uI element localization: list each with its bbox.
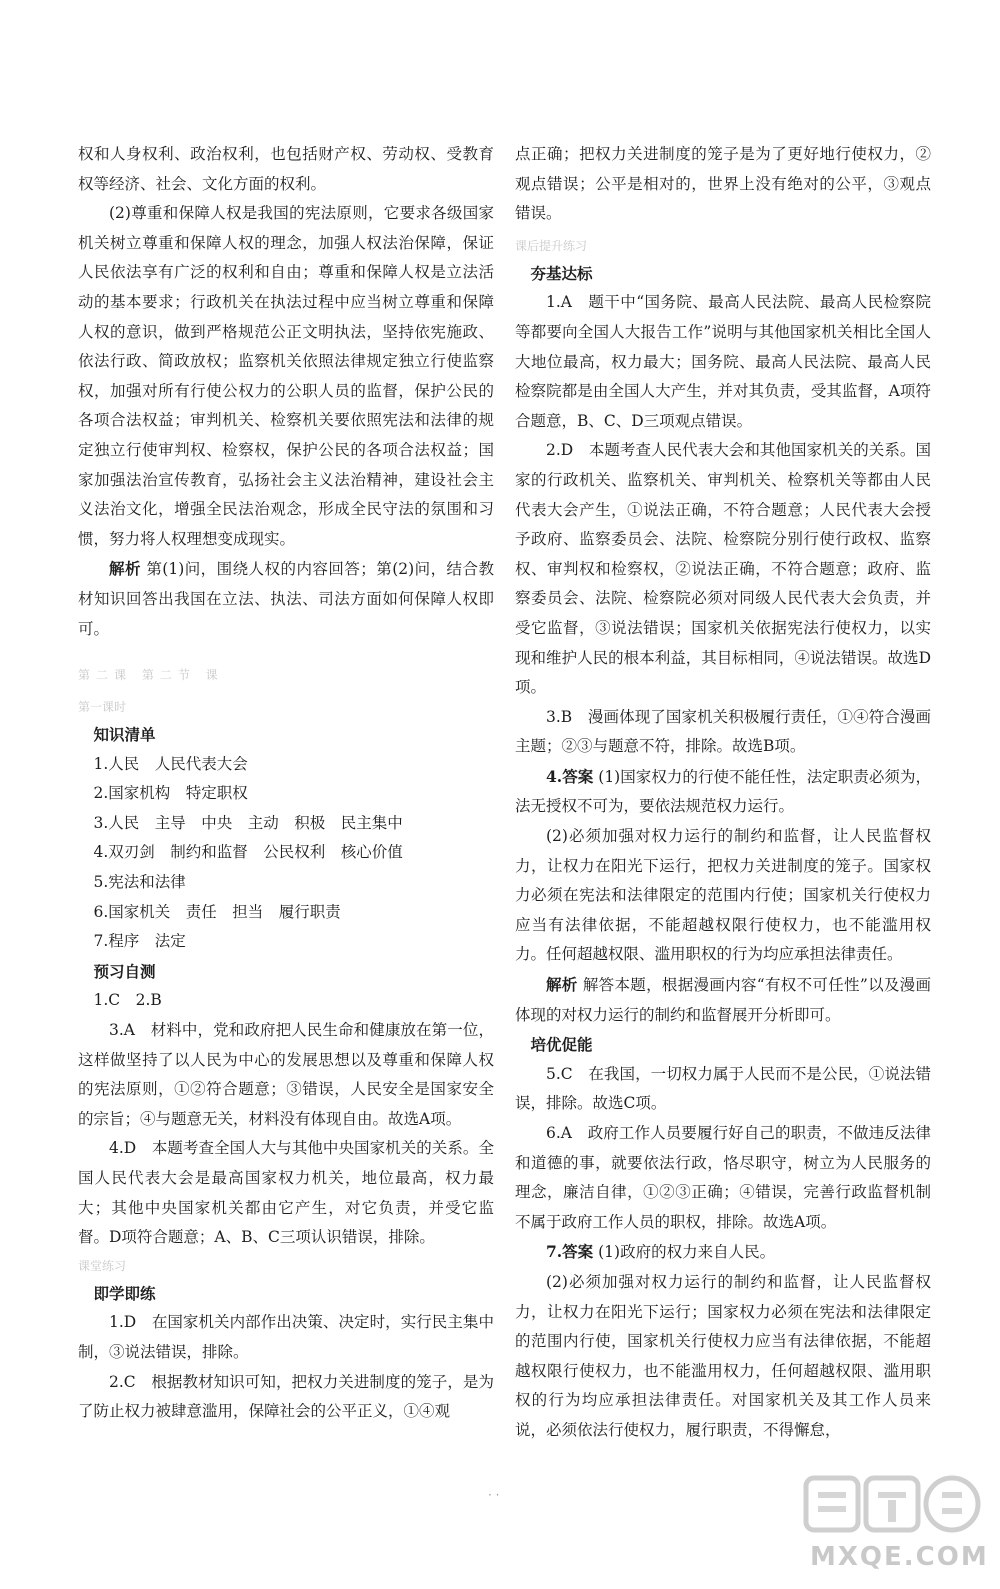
z2-label: 2.C	[109, 1372, 136, 1391]
r3-label: 3.B	[546, 707, 573, 726]
q3-label: 3.A	[109, 1021, 135, 1040]
left-jiexi	[78, 554, 494, 644]
list-item: 5.宪法和法律	[93, 873, 186, 892]
jiexi-label: 解析	[109, 559, 141, 579]
r5-text: 在我国，一切权力属于人民而不是公民，①说法错误，排除。故选C项。	[515, 1064, 931, 1113]
right-column	[515, 140, 931, 1446]
list-item: 6.国家机关 责任 担当 履行职责	[93, 902, 341, 921]
jiexi-text: 第(1)问，围绕人权的内容回答；第(2)问，结合教材知识回答出我国在立法、执法、司法方面如何保障人权即可。	[78, 560, 494, 638]
r6-text: 政府工作人员要履行好自己的职责，不做违反法律和道德的事，就要依法行政，恪尽职守，树立为人民服务的理念，廉洁自律，①②③正确；④错误，完善行政监督机制不属于政府工作人员的职权，排除。故选A项。	[515, 1124, 931, 1231]
answer-r7	[515, 1237, 931, 1268]
z2-text: 根据教材知识可知，把权力关进制度的笼子，是为了防止权力被肆意滥用，保障社会的公平正义，①④观	[78, 1372, 494, 1421]
list-item: 4.双刃剑 制约和监督 公民权利 核心价值	[93, 843, 403, 862]
r7-text: (1)政府的权力来自人民。	[598, 1243, 776, 1262]
page-marks: · ·	[488, 1488, 500, 1502]
list-item: 3.人民 主导 中央 主动 积极 民主集中	[93, 813, 403, 832]
answer-r4	[515, 762, 931, 822]
left-paragraph-1: 权和人身权利、政治权利，也包括财产权、劳动权、受教育权等经济、社会、文化方面的权利。	[78, 145, 494, 193]
answer-r3	[515, 703, 931, 762]
q3-text: 材料中，党和政府把人民生命和健康放在第一位，这样做坚持了以人民为中心的发展思想以及尊重和保障人权的宪法原则，①②符合题意；③错误，人民安全是国家安全的宗旨；④与题意无关，材料没有体现自由。故选A项。	[78, 1021, 494, 1128]
list-item: 1.人民 人民代表大会	[93, 754, 248, 773]
faint-section-title: 第二课 第二节 课	[78, 668, 224, 683]
r1-text: 题干中“国务院、最高人民法院、最高人民检察院等都要向全国人大报告工作”说明与其他国家机关相比全国人大地位最高，权力最大；国务院、最高人民法院、最高人民检察院都是由全国人大产生，并对其负责，受其监督，A项符合题意，B、C、D三项观点错误。	[515, 293, 931, 430]
zhishi-qingdan-heading: 知识清单	[93, 725, 156, 745]
r2-label: 2.D	[546, 441, 574, 460]
answer-z2	[78, 1368, 494, 1427]
r4-text: (1)国家权力的行使不能任性，法定职责必须为，法无授权不可为，要依法规范权力运行。	[515, 767, 931, 816]
left-column	[78, 140, 494, 1427]
answer-r1	[515, 288, 931, 436]
answer-q4	[78, 1134, 494, 1252]
r7-label: 7.答案	[546, 1242, 594, 1262]
r2-text: 本题考查人民代表大会和其他国家机关的关系。国家的行政机关、监察机关、审判机关、检察机关等都由人民代表大会产生，①说法正确，不符合题意；人民代表大会授予政府、监察委员会、法院、检察院分别行使行政权、监察权、审判权和检察权，②说法正确，不符合题意；政府、监察委员会、法院、检察院必须对同级人民代表大会负责，并受它监督，③说法错误；国家机关依据宪法行使权力，以实现和维护人民的根本利益，其目标相同，④说法错误。故选D项。	[515, 441, 931, 697]
faint-subtitle: 第一课时	[78, 700, 127, 715]
faint-section-title-right: 课后提升练习	[515, 238, 588, 253]
answer-r2	[515, 436, 931, 702]
hangji-dabiao-heading: 夯基达标	[530, 263, 593, 283]
answer-q3	[78, 1016, 494, 1134]
watermark-text: MXQE.COM	[810, 1542, 989, 1572]
jixue-jilian-heading: 即学即练	[93, 1283, 156, 1303]
list-item: 7.程序 法定	[93, 932, 186, 951]
answer-line: 1.C 2.B	[93, 991, 162, 1010]
answer-r6	[515, 1119, 931, 1237]
r1-label: 1.A	[546, 293, 572, 312]
answer-r7-part2: (2)必须加强对权力运行的制约和监督，让人民监督权力，让权力在阳光下运行；国家权力必须在宪法和法律限定的范围内行使，国家机关行使权力应当有法律依据，不能超越权限行使权力，也不能滥用权力，任何超越权限、滥用职权的行为均应承担法律责任。对国家机关及其工作人员来说，必须依法行使权力，履行职责，不得懈怠，	[515, 1272, 931, 1439]
peiyou-cuneng-heading: 培优促能	[530, 1035, 593, 1055]
r4-jiexi-label: 解析	[546, 975, 578, 995]
z1-label: 1.D	[109, 1313, 137, 1332]
answer-r4-jiexi	[515, 970, 931, 1030]
r4-jiexi-text: 解答本题，根据漫画内容“有权不可任性”以及漫画体现的对权力运行的制约和监督展开分析即可。	[515, 976, 931, 1024]
left-paragraph-2: (2)尊重和保障人权是我国的宪法原则，它要求各级国家机关树立尊重和保障人权的理念，加强人权法治保障，保证人民依法享有广泛的权利和自由；尊重和保障人权是立法活动的基本要求；行政机关在执法过程中应当树立尊重和保障人权的意识，做到严格规范公正文明执法，坚持依宪施政、依法行政、简政放权；监察机关依照法律规定独立行使监察权，加强对所有行使公权力的公职人员的监督，保护公民的各项合法权益；审判机关、检察机关要依照宪法和法律的规定独立行使审判权、检察权，保护公民的各项合法权益；国家加强法治宣传教育，弘扬社会主义法治精神，建设社会主义法治文化，增强全民法治观念，形成全民守法的氛围和习惯，努力将人权理想变成现实。	[78, 204, 494, 548]
r3-text: 漫画体现了国家机关积极履行责任，①④符合漫画主题；②③与题意不符，排除。故选B项。	[515, 707, 931, 756]
faint-subtitle-2: 课堂练习	[78, 1258, 127, 1273]
z1-text: 在国家机关内部作出决策、决定时，实行民主集中制，③说法错误，排除。	[78, 1313, 494, 1361]
yuxi-zice-heading: 预习自测	[93, 961, 156, 981]
r6-label: 6.A	[546, 1124, 572, 1142]
r5-label: 5.C	[546, 1064, 573, 1083]
q4-label: 4.D	[109, 1139, 137, 1158]
answer-r4-part2: (2)必须加强对权力运行的制约和监督，让人民监督权力，让权力在阳光下运行，把权力关进制度的笼子。国家权力必须在宪法和法律限定的范围内行使；国家机关行使权力应当有法律依据，不能超越权限行使权力，也不能滥用权力。任何超越权限、滥用职权的行为均应承担法律责任。	[515, 827, 931, 964]
right-paragraph-1: 点正确；把权力关进制度的笼子是为了更好地行使权力，②观点错误；公平是相对的，世界上没有绝对的公平，③观点错误。	[515, 145, 931, 223]
answer-r5	[515, 1060, 931, 1119]
answer-z1	[78, 1308, 494, 1367]
q4-text: 本题考查全国人大与其他中央国家机关的关系。全国人民代表大会是最高国家权力机关，地位最高，权力最大；其他中央国家机关都由它产生，对它负责，并受它监督。D项符合题意；A、B、C三项认识错误，排除。	[78, 1139, 494, 1247]
list-item: 2.国家机构 特定职权	[93, 784, 248, 803]
r4-label: 4.答案	[546, 766, 594, 786]
